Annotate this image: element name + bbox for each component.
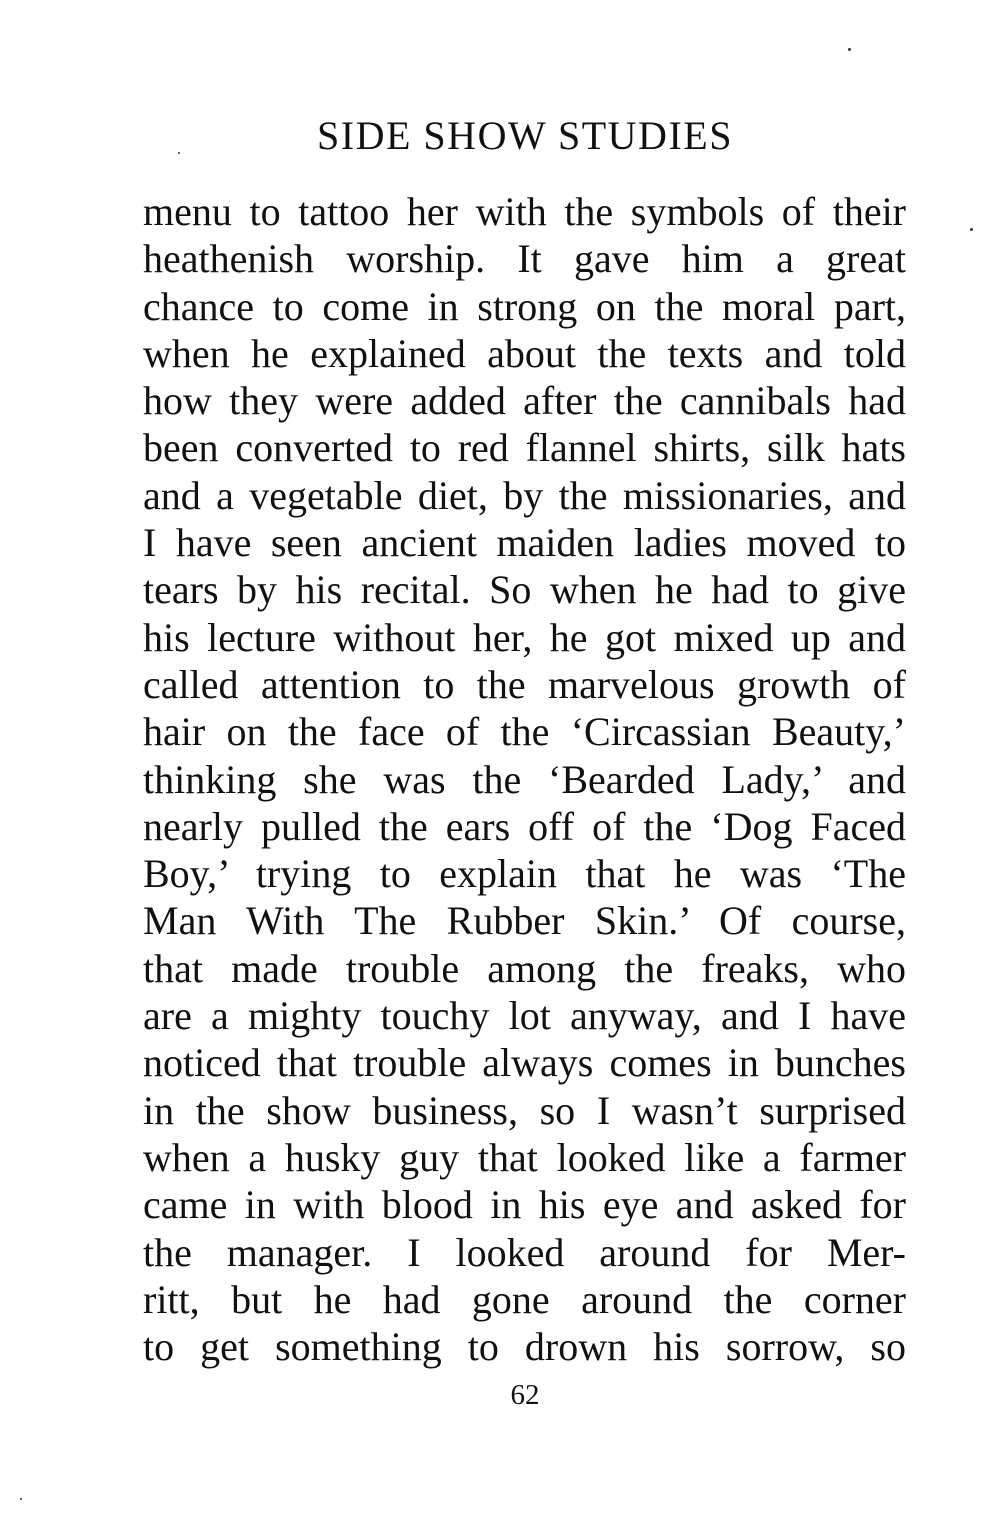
text-line: the manager. I looked around for Mer-: [143, 1229, 906, 1275]
scan-speck: [178, 152, 180, 154]
text-line: when he explained about the texts and told: [143, 330, 906, 376]
text-line: in the show business, so I wasn’t surprised: [143, 1087, 906, 1133]
text-line: I have seen ancient maiden ladies moved to: [143, 520, 906, 566]
text-line: been converted to red flannel shirts, silk hats: [143, 425, 906, 471]
text-line: menu to tattoo her with the symbols of their: [143, 189, 906, 234]
text-line: noticed that trouble always comes in bunches: [143, 1040, 906, 1086]
text-line: Boy,’ trying to explain that he was ‘The: [143, 851, 906, 897]
text-line: hair on the face of the ‘Circassian Beauty,’: [143, 709, 906, 755]
scan-speck: [20, 1498, 22, 1500]
text-line: thinking she was the ‘Bearded Lady,’ and: [143, 756, 906, 802]
text-line: heathenish worship. It gave him a great: [143, 236, 906, 282]
text-line: came in with blood in his eye and asked for: [143, 1182, 906, 1228]
page-number: 62: [510, 1379, 540, 1411]
text-line: ritt, but he had gone around the corner: [143, 1276, 906, 1322]
text-line: that made trouble among the freaks, who: [143, 945, 906, 991]
body-text: [143, 188, 906, 1370]
running-head: SIDE SHOW STUDIES: [317, 113, 733, 158]
text-line: his lecture without her, he got mixed up and: [143, 614, 906, 660]
scan-speck: [970, 228, 973, 231]
text-line: and a vegetable diet, by the missionaries, and: [143, 472, 906, 518]
text-line: nearly pulled the ears off of the ‘Dog Faced: [143, 803, 906, 849]
text-line: tears by his recital. So when he had to give: [143, 567, 906, 613]
text-line: called attention to the marvelous growth of: [143, 661, 906, 707]
text-line: when a husky guy that looked like a farmer: [143, 1134, 906, 1180]
text-line: to get something to drown his sorrow, so: [143, 1324, 906, 1370]
text-line: are a mighty touchy lot anyway, and I have: [143, 993, 906, 1039]
text-line: chance to come in strong on the moral part,: [143, 283, 906, 329]
text-line: how they were added after the cannibals had: [143, 378, 906, 424]
text-line: Man With The Rubber Skin.’ Of course,: [143, 898, 906, 944]
scan-speck: [848, 48, 851, 51]
